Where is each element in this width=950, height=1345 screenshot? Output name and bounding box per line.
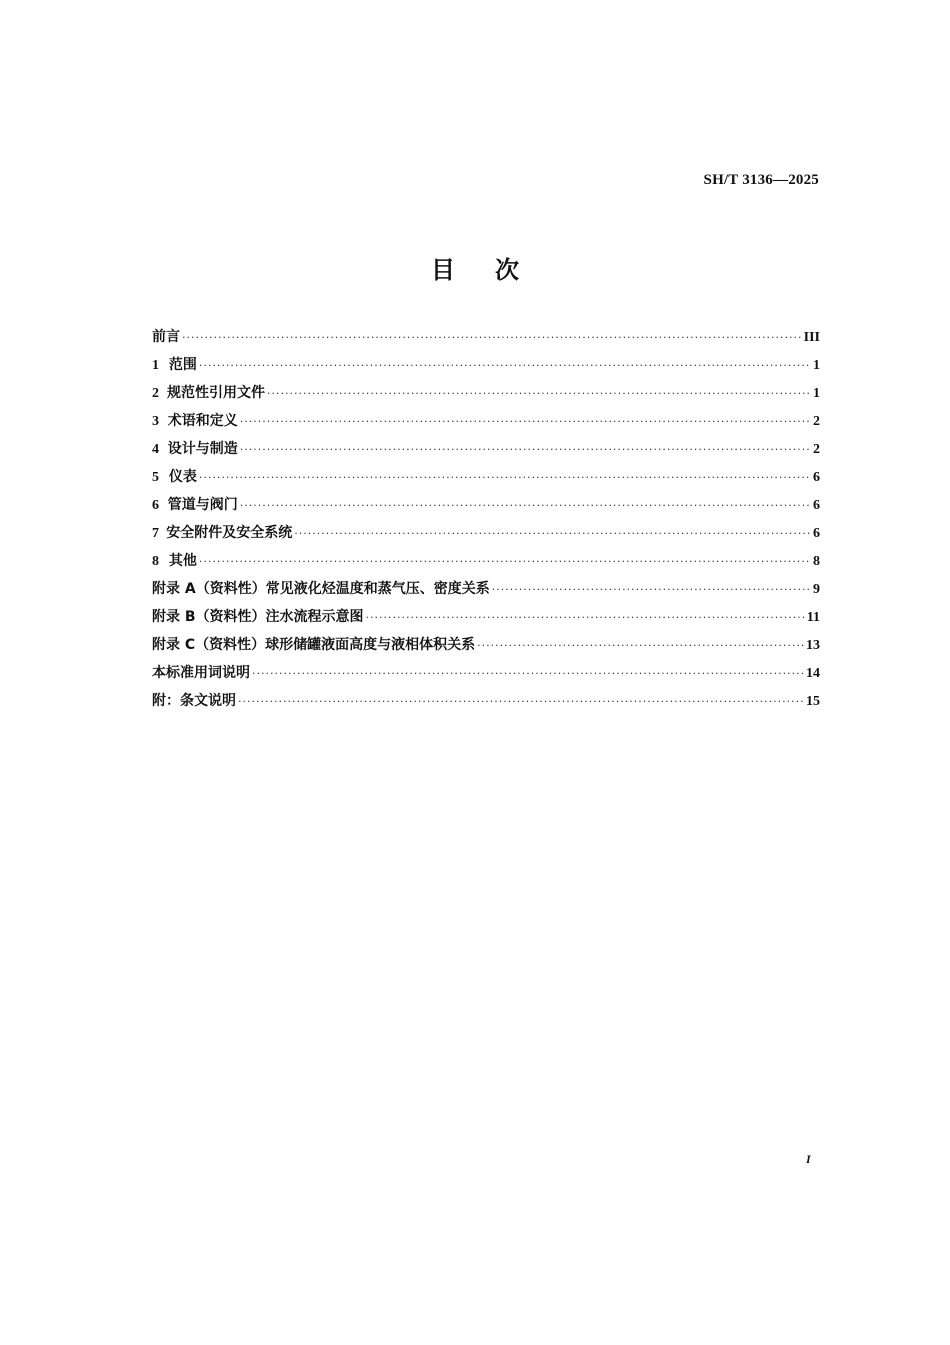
toc-entry-4[interactable] xyxy=(152,435,820,463)
toc-entry-5[interactable] xyxy=(152,463,820,491)
toc-entry-appendix-c[interactable] xyxy=(152,631,820,659)
toc-entry-explanation[interactable] xyxy=(152,687,820,715)
toc-entry-label: 安全附件及安全系统 xyxy=(166,525,293,541)
toc-entry-label: 规范性引用文件 xyxy=(166,385,265,401)
toc-appendix-prefix: 附录 A（资料性） xyxy=(152,581,266,597)
toc-appendix-prefix: 附录 C（资料性） xyxy=(152,637,266,653)
toc-entry-label: 附：条文说明 xyxy=(152,693,236,709)
toc-entry-label: 管道与阀门 xyxy=(167,497,238,513)
toc-entry-page: 11 xyxy=(806,610,820,625)
toc-leader-dots xyxy=(240,436,811,464)
standard-number: SH/T 3136—2025 xyxy=(703,172,819,188)
toc-entry-page: 2 xyxy=(813,414,820,429)
toc-entry-number: 2 xyxy=(152,386,159,401)
toc-entry-number: 4 xyxy=(152,442,159,457)
toc-entry-appendix-a[interactable] xyxy=(152,575,820,603)
toc-entry-label: 球形储罐液面高度与液相体积关系 xyxy=(265,637,476,653)
toc-entry-label: 其他 xyxy=(168,553,197,569)
toc-entry-label: 范围 xyxy=(168,357,197,373)
toc-leader-dots xyxy=(238,688,804,716)
toc-entry-label: 术语和定义 xyxy=(167,413,238,429)
toc-entry-label: 注水流程示意图 xyxy=(265,609,364,625)
toc-leader-dots xyxy=(252,660,804,688)
table-of-contents xyxy=(152,323,820,715)
toc-entry-page: 6 xyxy=(813,470,820,485)
toc-entry-label: 仪表 xyxy=(168,469,197,485)
toc-entry-number: 3 xyxy=(152,414,159,429)
toc-entry-3[interactable] xyxy=(152,407,820,435)
toc-entry-7[interactable] xyxy=(152,519,820,547)
toc-entry-2[interactable] xyxy=(152,379,820,407)
toc-entry-label: 前言 xyxy=(152,329,180,345)
toc-appendix-prefix: 附录 B（资料性） xyxy=(152,609,266,625)
toc-leader-dots xyxy=(492,576,811,604)
toc-entry-number: 1 xyxy=(152,358,159,373)
toc-leader-dots xyxy=(199,548,811,576)
toc-leader-dots xyxy=(267,380,811,408)
toc-entry-page: 1 xyxy=(813,386,820,401)
toc-entry-8[interactable] xyxy=(152,547,820,575)
toc-entry-page: 2 xyxy=(813,442,820,457)
toc-entry-page: III xyxy=(803,330,820,345)
toc-leader-dots xyxy=(294,520,811,548)
toc-leader-dots xyxy=(366,604,805,632)
toc-entry-page: 14 xyxy=(806,666,820,681)
toc-entry-number: 8 xyxy=(152,554,159,569)
toc-entry-number: 6 xyxy=(152,498,159,513)
toc-leader-dots xyxy=(182,324,802,352)
toc-leader-dots xyxy=(240,408,811,436)
toc-entry-number: 5 xyxy=(152,470,159,485)
toc-leader-dots xyxy=(199,352,811,380)
toc-entry-page: 6 xyxy=(813,526,820,541)
toc-entry-page: 15 xyxy=(806,694,820,709)
toc-entry-page: 9 xyxy=(813,582,820,597)
toc-entry-page: 8 xyxy=(813,554,820,569)
toc-entry-page: 6 xyxy=(813,498,820,513)
toc-entry-label: 常见液化烃温度和蒸气压、密度关系 xyxy=(265,581,490,597)
toc-entry-label: 设计与制造 xyxy=(167,441,238,457)
page-number: I xyxy=(806,1152,811,1166)
toc-leader-dots xyxy=(199,464,811,492)
toc-leader-dots xyxy=(240,492,811,520)
toc-entry-preface[interactable] xyxy=(152,323,820,351)
toc-entry-1[interactable] xyxy=(152,351,820,379)
page-title: 目次 xyxy=(431,256,559,284)
toc-entry-appendix-b[interactable] xyxy=(152,603,820,631)
toc-entry-label: 本标准用词说明 xyxy=(152,665,250,681)
toc-entry-page: 13 xyxy=(806,638,820,653)
toc-entry-terms-usage[interactable] xyxy=(152,659,820,687)
toc-entry-number: 7 xyxy=(152,526,159,541)
toc-entry-6[interactable] xyxy=(152,491,820,519)
toc-leader-dots xyxy=(477,632,804,660)
toc-entry-page: 1 xyxy=(813,358,820,373)
